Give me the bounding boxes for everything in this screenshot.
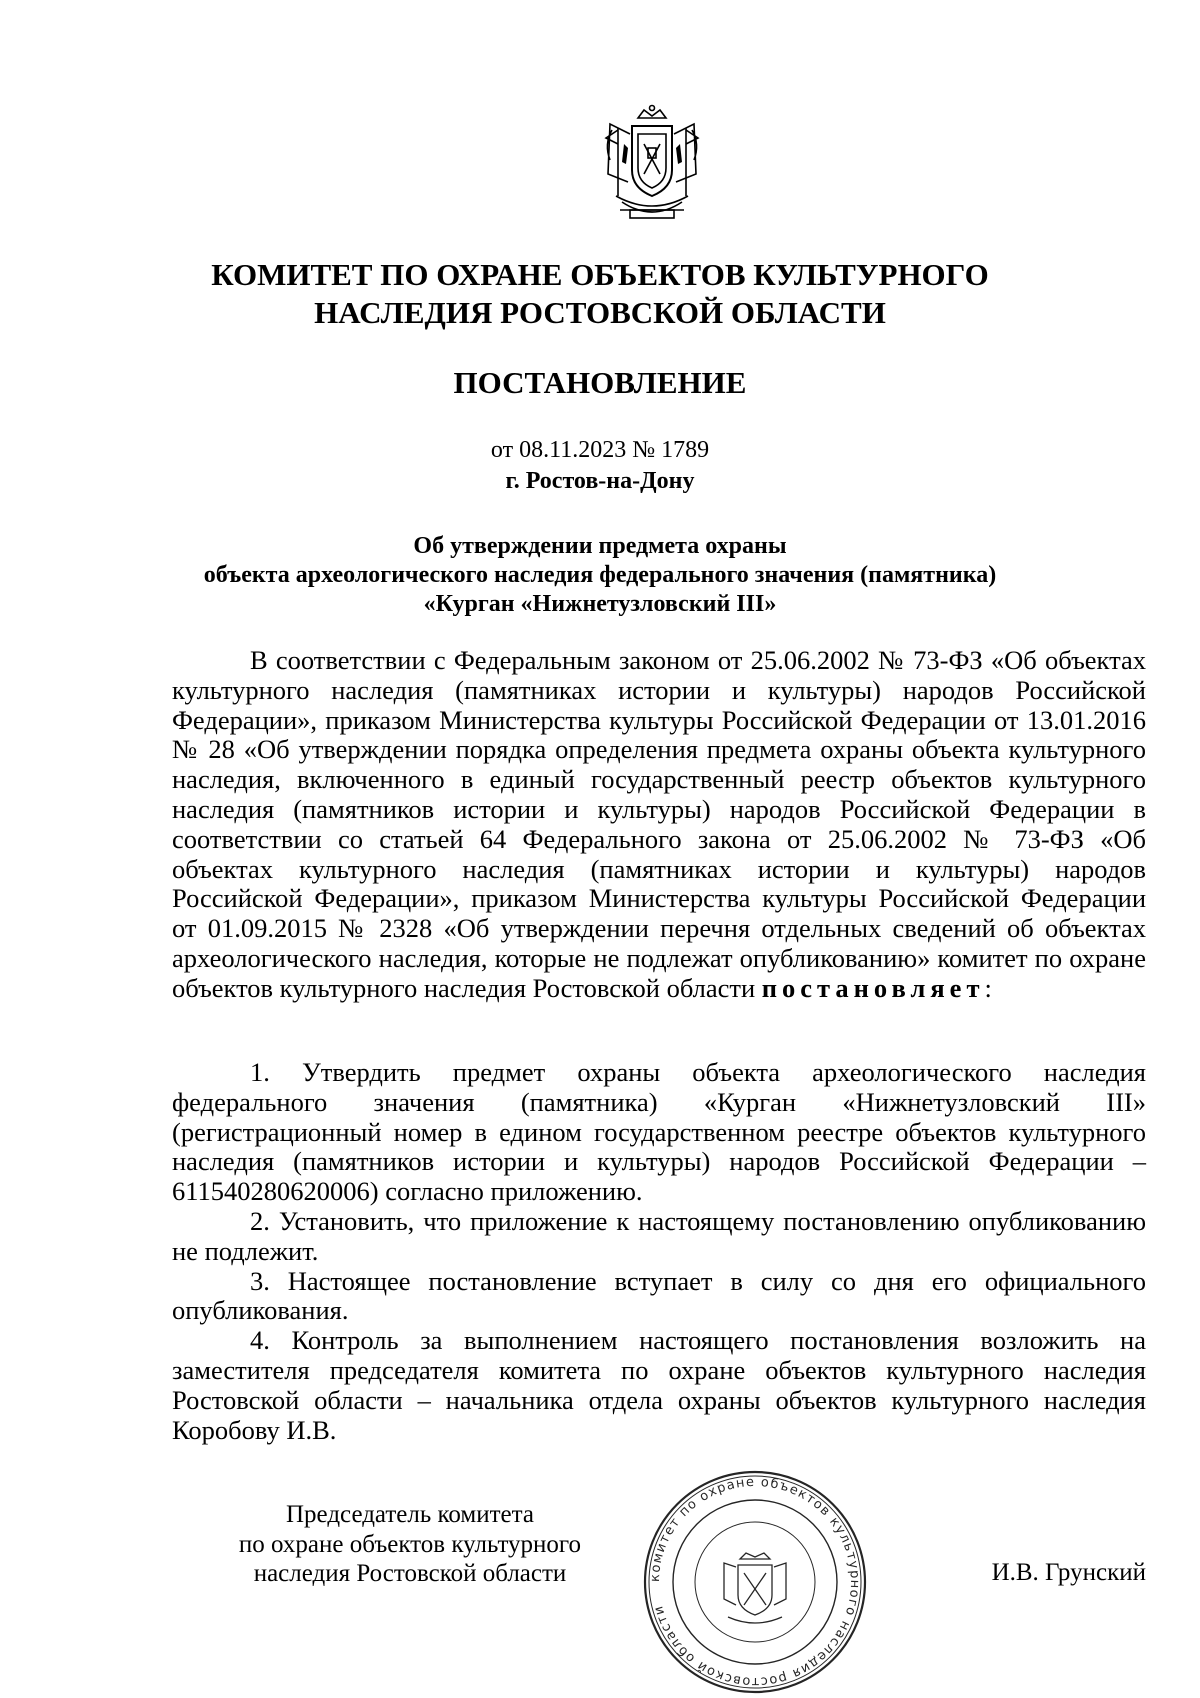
organization-name-line2: НАСЛЕДИЯ РОСТОВСКОЙ ОБЛАСТИ bbox=[314, 295, 886, 330]
svg-text:комитет по охране объектов кул bbox=[648, 1475, 862, 1689]
signer-name: И.В. Грунский bbox=[991, 1559, 1146, 1586]
organization-name bbox=[140, 256, 1060, 332]
official-seal-icon bbox=[640, 1467, 870, 1697]
document-city: г. Ростов-на-Дону bbox=[505, 468, 695, 494]
signer-title-line3: наследия Ростовской области bbox=[253, 1560, 567, 1587]
resolution-point: 4. Контроль за выполнением настоящего постановления возложить на заместителя председателя комитета по охране объектов культурного наследия Ростовской области – начальника отдела охраны объектов культурного наследия Коробову И.В. bbox=[172, 1325, 1146, 1445]
subject-line3: «Курган «Нижнетузловский III» bbox=[423, 591, 777, 617]
signer-title-line2: по охране объектов культурного bbox=[238, 1530, 582, 1558]
preamble-end-punct: : bbox=[984, 972, 992, 1003]
decree-word: постановляет bbox=[761, 972, 985, 1003]
signer-title-line1: Председатель комитета bbox=[286, 1501, 534, 1528]
document-type: ПОСТАНОВЛЕНИЕ bbox=[453, 365, 747, 400]
preamble-paragraph bbox=[172, 646, 1146, 1004]
document-date-number: от 08.11.2023 № 1789 bbox=[490, 437, 710, 463]
seal-text: комитет по охране объектов культурного наследия ростовской области bbox=[647, 1474, 863, 1690]
preamble-text: В соответствии с Федеральным законом от 25.06.2002 № 73-ФЗ «Об объектах культурного наследия (памятниках истории и культуры) народов Российской Федерации», приказом Министерства культуры Российской Федерации от 13.01.2016 № 28 «Об утверждении порядка определения предмета охраны объекта культурного наследия, включенного в единый государственный реестр объектов культурного наследия (памятников истории и культуры) народов Российской Федерации в соответствии со статьей 64 Федерального закона от 25.06.2002 № 73-ФЗ «Об объектах культурного наследия (памятниках истории и культуры) народов Российской Федерации», приказом Министерства культуры Российской Федерации от 01.09.2015 № 2328 «Об утверждении перечня отдельных сведений об объектах археологического наследия, которые не подлежат опубликованию» комитет по охране объектов культурного наследия Ростовской области bbox=[172, 645, 1146, 1003]
resolution-points bbox=[172, 1058, 1146, 1445]
subject-line1: Об утверждении предмета охраны bbox=[413, 533, 787, 559]
resolution-point: 1. Утвердить предмет охраны объекта археологического наследия федерального значения (памятника) «Курган «Нижнетузловский III» (регистрационный номер в едином государственном реестре объектов культурного наследия (памятников истории и культуры) народов Российской Федерации – 611540280620006) согласно приложению. bbox=[172, 1057, 1146, 1207]
subject-line2: объекта археологического наследия федерального значения (памятника) bbox=[203, 562, 997, 588]
coat-of-arms-icon bbox=[600, 104, 704, 224]
resolution-point: 2. Установить, что приложение к настоящему постановлению опубликованию не подлежит. bbox=[172, 1205, 1146, 1266]
resolution-point: 3. Настоящее постановление вступает в силу со дня его официального опубликования. bbox=[172, 1265, 1146, 1326]
document-subject bbox=[140, 532, 1060, 619]
organization-name-line1: КОМИТЕТ ПО ОХРАНЕ ОБЪЕКТОВ КУЛЬТУРНОГО bbox=[211, 257, 989, 292]
signer-title bbox=[190, 1500, 630, 1589]
